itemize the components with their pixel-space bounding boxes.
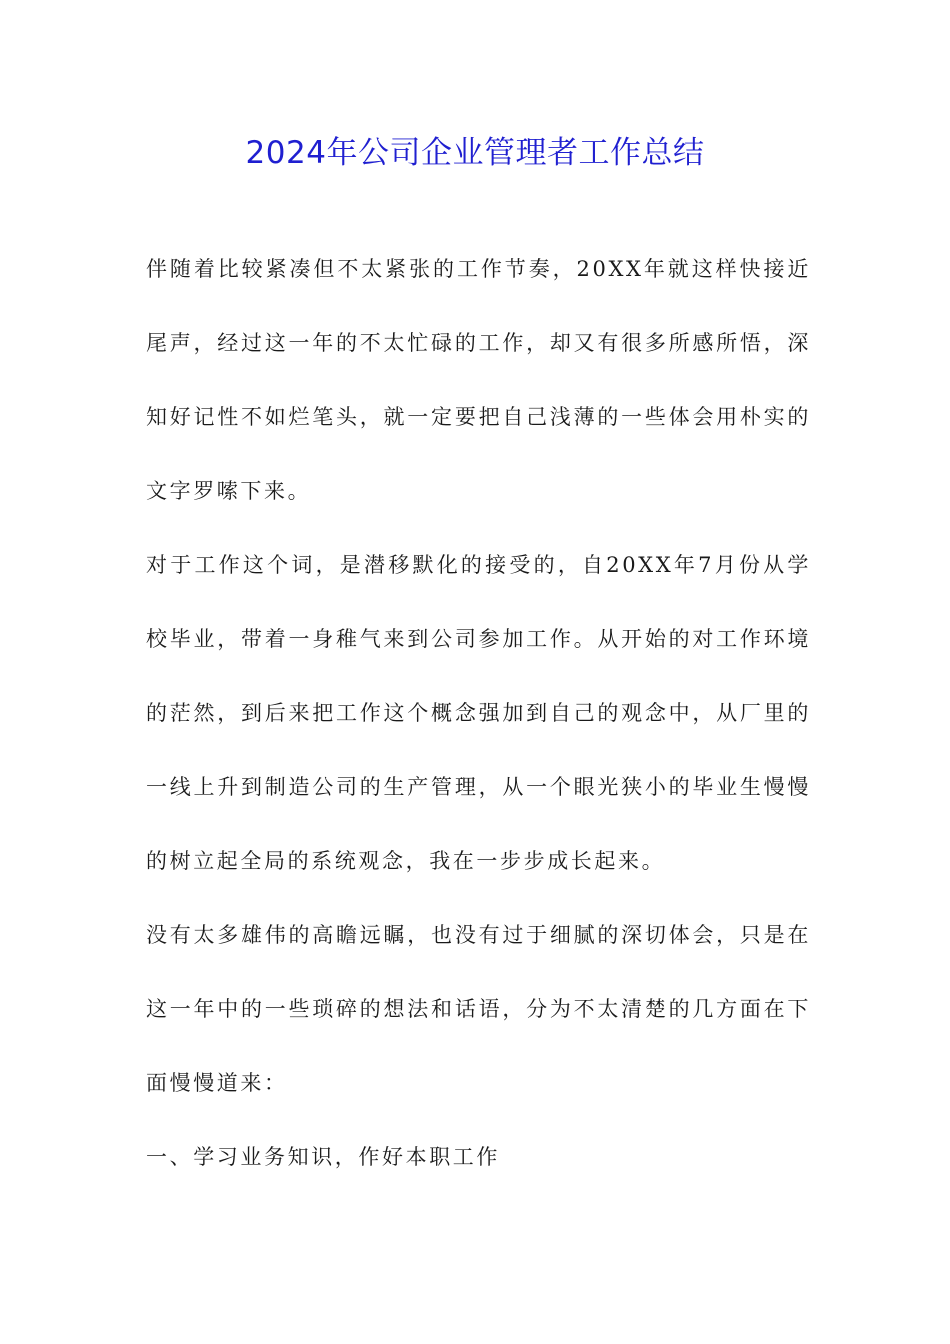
paragraph-overview: 没有太多雄伟的高瞻远瞩，也没有过于细腻的深切体会，只是在这一年中的一些琐碎的想法和话语，分为不太清楚的几方面在下面慢慢道来： [146, 923, 811, 1095]
paragraph-intro: 伴随着比较紧凑但不太紧张的工作节奏，20XX年就这样快接近尾声，经过这一年的不太忙碌的工作，却又有很多所感所悟，深知好记性不如烂笔头，就一定要把自己浅薄的一些体会用朴实的文字罗嗦下来。 [146, 257, 811, 503]
document-title: 2024年公司企业管理者工作总结 [245, 135, 705, 171]
section-heading: 一、学习业务知识，作好本职工作 [146, 1145, 500, 1169]
document-body [146, 232, 811, 1194]
paragraph-work-experience: 对于工作这个词，是潜移默化的接受的，自20XX年7月份从学校毕业，带着一身稚气来到公司参加工作。从开始的对工作环境的茫然，到后来把工作这个概念强加到自己的观念中，从厂里的一线上升到制造公司的生产管理，从一个眼光狭小的毕业生慢慢的树立起全局的系统观念，我在一步步成长起来。 [146, 553, 811, 873]
